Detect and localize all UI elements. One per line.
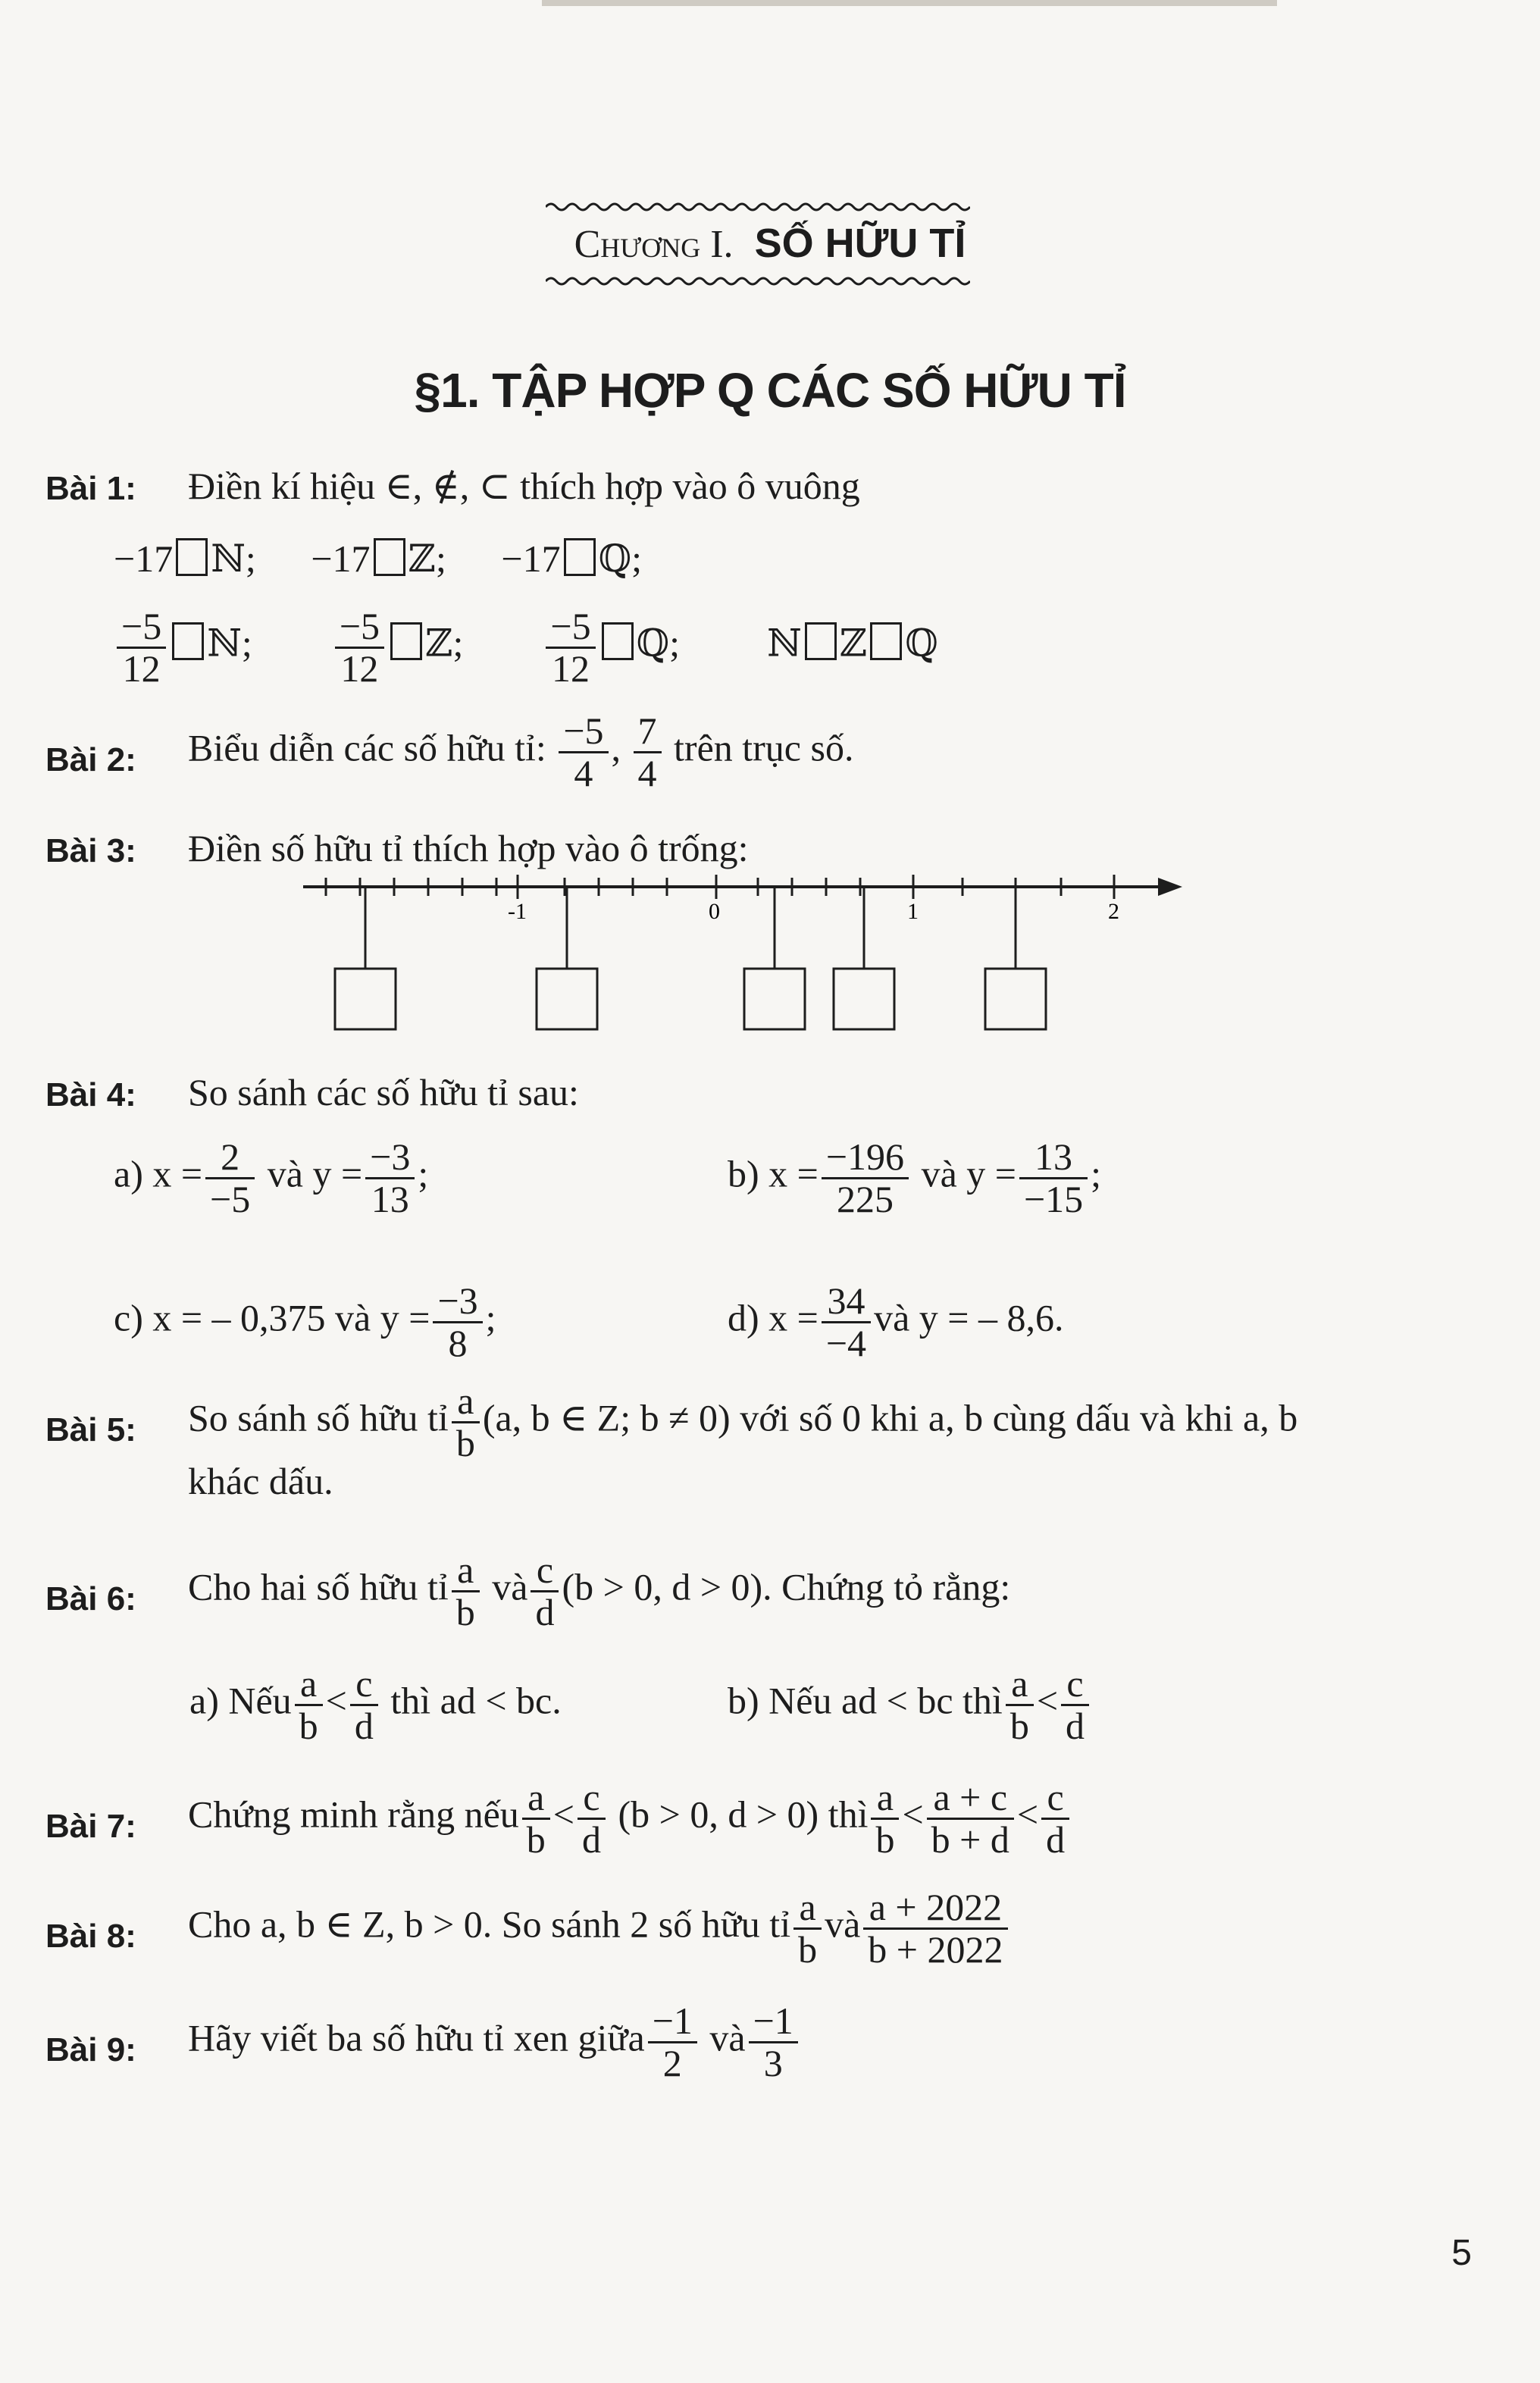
exercise-4c: c) x = – 0,375 và y = $\frac{-3}{8}$ ; [114, 1279, 496, 1364]
exercise-9-text: Hãy viết ba số hữu tỉ xen giữa $\frac{-1}{2}$ và $\frac{-1}{3}$ [188, 2001, 801, 2083]
section-title: §1. TẬP HỢP Q CÁC SỐ HỮU TỈ [414, 363, 1126, 418]
exercise-8-text: Cho a, b ∈ Z, b > 0. So sánh 2 số hữu tỉ $\frac{a}{b}$ và $\frac{a + 2022}{b + 2022}$ [188, 1887, 1011, 1969]
answer-box[interactable] [335, 969, 396, 1029]
number-line [303, 872, 1197, 1046]
page-number: 5 [1451, 2233, 1472, 2273]
fraction: $\frac{a + c}{b + d}$ [927, 1777, 1014, 1859]
answer-box[interactable] [602, 622, 634, 660]
value: −17 [114, 537, 174, 580]
exercise-1-row1 [114, 537, 642, 581]
exercise-2-text: Biểu diễn các số hữu tỉ: $\frac{-5}{4}$ , $\frac{7}{4}$ trên trục số. [188, 709, 854, 794]
fraction: $\frac{a}{b}$ [1006, 1664, 1034, 1746]
fraction: $\frac{a}{b}$ [793, 1887, 822, 1969]
value: −17 [501, 537, 561, 580]
exercise-4d: d) x = $\frac{34}{-4}$ và y = – 8,6. [728, 1279, 1064, 1364]
answer-box[interactable] [744, 969, 805, 1029]
exercise-3-prompt: Điền số hữu tỉ thích hợp vào ô trống: [188, 827, 749, 869]
fraction: $\frac{-3}{8}$ [433, 1281, 482, 1363]
fraction: $\frac{13}{-15}$ [1019, 1137, 1088, 1219]
tick-label-m1: -1 [508, 899, 527, 924]
answer-box[interactable] [172, 622, 204, 660]
fraction: $\frac{c}{d}$ [531, 1550, 559, 1632]
exercise-6-label: Bài 6: [45, 1580, 136, 1617]
exercise-4a: a) x = $\frac{2}{-5}$ và y = $\frac{-3}{13}$ ; [114, 1135, 429, 1220]
set-q: ℚ; [598, 537, 643, 580]
answer-box[interactable] [374, 538, 405, 576]
top-edge-bar [542, 0, 1277, 6]
exercise-6b: b) Nếu ad < bc thì $\frac{a}{b}$ < $\frac{c}{d}$ [728, 1664, 1092, 1746]
fraction: $\frac{2}{-5}$ [205, 1137, 255, 1219]
fraction: $\frac{-5}{12}$ [335, 606, 384, 688]
fraction: $\frac{7}{4}$ [634, 711, 662, 793]
fraction: $\frac{-3}{13}$ [365, 1137, 415, 1219]
answer-box[interactable] [537, 969, 597, 1029]
fraction: $\frac{-5}{12}$ [117, 606, 166, 688]
chapter-prefix: Chương I. [574, 223, 734, 266]
fraction: $\frac{a + 2022}{b + 2022}$ [863, 1887, 1007, 1969]
exercise-2-label: Bài 2: [45, 741, 136, 778]
answer-box[interactable] [390, 622, 422, 660]
set-z: ℤ [839, 622, 868, 665]
exercise-9-label: Bài 9: [45, 2031, 136, 2068]
fraction: $\frac{-1}{3}$ [749, 2001, 798, 2083]
wavy-rule-top [546, 199, 970, 215]
fraction: $\frac{a}{b}$ [871, 1777, 899, 1859]
chapter-heading [0, 220, 1540, 267]
fraction: $\frac{-5}{12}$ [546, 606, 595, 688]
set-n: ℕ; [207, 622, 252, 665]
fraction: $\frac{34}{-4}$ [822, 1281, 871, 1363]
set-n: ℕ; [211, 537, 256, 580]
exercise-7-label: Bài 7: [45, 1808, 136, 1845]
exercise-8-label: Bài 8: [45, 1918, 136, 1955]
exercise-1-row2 [114, 606, 938, 688]
answer-box[interactable] [805, 622, 837, 660]
exercise-3-label: Bài 3: [45, 832, 136, 869]
exercise-4-prompt: So sánh các số hữu tỉ sau: [188, 1071, 579, 1113]
wavy-rule-bottom [546, 273, 970, 290]
value: −17 [311, 537, 371, 580]
tick-label-1: 1 [907, 899, 919, 924]
fraction: $\frac{-196}{225}$ [822, 1137, 909, 1219]
answer-box[interactable] [985, 969, 1046, 1029]
exercise-4-label: Bài 4: [45, 1076, 136, 1113]
answer-box[interactable] [834, 969, 894, 1029]
exercise-1-label: Bài 1: [45, 470, 136, 507]
exercise-5-line2: khác dấu. [188, 1460, 333, 1502]
fraction: $\frac{a}{b}$ [452, 1550, 480, 1632]
tick-label-2: 2 [1108, 899, 1119, 924]
exercise-6a: a) Nếu $\frac{a}{b}$ < $\frac{c}{d}$ thì ad < bc. [189, 1662, 562, 1747]
answer-box[interactable] [564, 538, 596, 576]
set-z: ℤ; [425, 622, 464, 665]
fraction: $\frac{-5}{4}$ [559, 711, 608, 793]
set-q: ℚ [905, 622, 938, 665]
fraction: $\frac{c}{d}$ [1061, 1664, 1089, 1746]
fraction: $\frac{c}{d}$ [350, 1664, 378, 1746]
exercise-7-text: Chứng minh rằng nếu $\frac{a}{b}$ < $\frac{c}{d}$ (b > 0, d > 0) thì $\frac{a}{b}$ < $\frac{a + c}{b + d}$ < $\frac{c}{d}$ [188, 1777, 1072, 1859]
answer-box[interactable] [870, 622, 902, 660]
set-z: ℤ; [408, 537, 446, 580]
set-n: ℕ [767, 622, 802, 665]
exercise-1-prompt: Điền kí hiệu ∈, ∉, ⊂ thích hợp vào ô vuông [188, 465, 860, 507]
fraction: $\frac{c}{d}$ [1041, 1777, 1069, 1859]
fraction: $\frac{a}{b}$ [452, 1381, 480, 1463]
exercise-4b: b) x = $\frac{-196}{225}$ và y = $\frac{13}{-15}$ ; [728, 1135, 1102, 1220]
chapter-title: SỐ HỮU TỈ [754, 221, 966, 266]
fraction: $\frac{c}{d}$ [578, 1777, 606, 1859]
tick-label-0: 0 [709, 899, 720, 924]
answer-box[interactable] [176, 538, 208, 576]
set-q: ℚ; [636, 622, 681, 665]
fraction: $\frac{a}{b}$ [522, 1777, 550, 1859]
exercise-6-text: Cho hai số hữu tỉ $\frac{a}{b}$ và $\frac{c}{d}$ (b > 0, d > 0). Chứng tỏ rằng: [188, 1548, 1011, 1633]
fraction: $\frac{-1}{2}$ [648, 2001, 697, 2083]
exercise-5-text: So sánh số hữu tỉ $\frac{a}{b}$ (a, b ∈ Z; b ≠ 0) với số 0 khi a, b cùng dấu và khi a, b [188, 1379, 1298, 1464]
fraction: $\frac{a}{b}$ [295, 1664, 323, 1746]
exercise-5-label: Bài 5: [45, 1411, 136, 1448]
